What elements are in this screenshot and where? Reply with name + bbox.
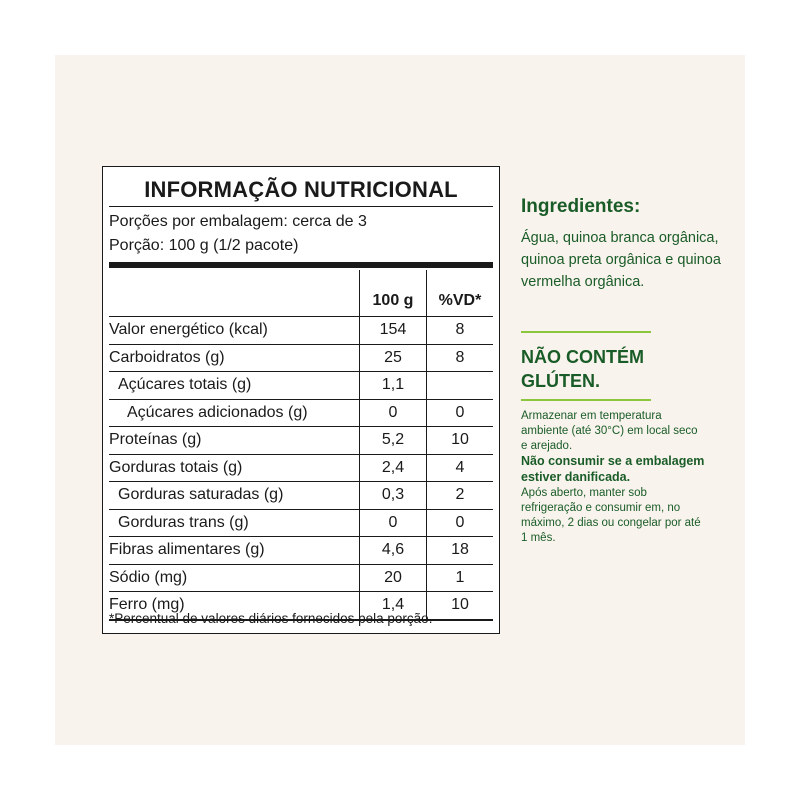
nutrient-vd: 1 bbox=[427, 564, 494, 592]
nutrient-vd: 0 bbox=[427, 399, 494, 427]
nutrient-label: Valor energético (kcal) bbox=[109, 317, 360, 345]
nutrient-label: Açúcares totais (g) bbox=[118, 376, 252, 394]
nutrient-label: Fibras alimentares (g) bbox=[109, 537, 360, 565]
nutrient-label-cell bbox=[109, 482, 360, 510]
nutrient-label-cell bbox=[109, 509, 360, 537]
damage-warning: Não consumir se a embalagem estiver danificada. bbox=[521, 454, 705, 484]
table-row bbox=[109, 344, 493, 372]
nutrient-per100: 0 bbox=[360, 509, 427, 537]
nutrient-per100: 4,6 bbox=[360, 537, 427, 565]
title-divider bbox=[109, 206, 493, 207]
nutrient-label: Sódio (mg) bbox=[109, 564, 360, 592]
nutrient-vd: 8 bbox=[427, 344, 494, 372]
table-row bbox=[109, 482, 493, 510]
ingredients-title: Ingredientes: bbox=[521, 196, 641, 217]
header-vd: %VD* bbox=[427, 270, 494, 317]
table-row bbox=[109, 537, 493, 565]
nutrient-label: Proteínas (g) bbox=[109, 427, 360, 455]
nutrient-label: Ferro (mg) bbox=[109, 592, 360, 620]
green-divider bbox=[521, 399, 651, 401]
nutrient-per100: 2,4 bbox=[360, 454, 427, 482]
ingredients-text: Água, quinoa branca orgânica, quinoa preta orgânica e quinoa vermelha orgânica. bbox=[521, 230, 721, 290]
table-row bbox=[109, 454, 493, 482]
nutrient-per100: 154 bbox=[360, 317, 427, 345]
storage-text: Armazenar em temperatura ambiente (até 30°C) em local seco e arejado. bbox=[521, 410, 698, 452]
nutrient-label-cell bbox=[109, 372, 360, 400]
table-row bbox=[109, 564, 493, 592]
nutrient-per100: 5,2 bbox=[360, 427, 427, 455]
gluten-free-notice: NÃO CONTÉM GLÚTEN. bbox=[521, 347, 644, 391]
nutrient-vd: 0 bbox=[427, 509, 494, 537]
nutrient-vd: 10 bbox=[427, 427, 494, 455]
nutrient-per100: 0 bbox=[360, 399, 427, 427]
thick-divider bbox=[109, 262, 493, 268]
nutrient-per100: 1,4 bbox=[360, 592, 427, 620]
table-row bbox=[109, 399, 493, 427]
nutrient-per100: 1,1 bbox=[360, 372, 427, 400]
table-row bbox=[109, 372, 493, 400]
header-per-100g: 100 g bbox=[360, 270, 427, 317]
nutrient-label: Açúcares adicionados (g) bbox=[127, 403, 308, 421]
portion-size: Porção: 100 g (1/2 pacote) bbox=[109, 237, 299, 254]
nutrient-per100: 25 bbox=[360, 344, 427, 372]
nutrient-vd bbox=[427, 372, 494, 400]
nutrient-vd: 18 bbox=[427, 537, 494, 565]
nutrient-label: Gorduras saturadas (g) bbox=[118, 486, 284, 504]
nutrient-vd: 10 bbox=[427, 592, 494, 620]
nutrient-label: Gorduras totais (g) bbox=[109, 454, 360, 482]
storage-instructions bbox=[521, 409, 706, 546]
nutrient-vd: 4 bbox=[427, 454, 494, 482]
nutrient-label: Gorduras trans (g) bbox=[118, 513, 249, 531]
nutrient-vd: 2 bbox=[427, 482, 494, 510]
table-header-row bbox=[109, 270, 493, 317]
table-row bbox=[109, 427, 493, 455]
nutrient-per100: 0,3 bbox=[360, 482, 427, 510]
green-divider bbox=[521, 331, 651, 333]
nutrient-label: Carboidratos (g) bbox=[109, 344, 360, 372]
nutrient-label-cell bbox=[109, 399, 360, 427]
vd-footnote: *Percentual de valores diários fornecidos pela porção. bbox=[109, 611, 433, 626]
nutrient-vd: 8 bbox=[427, 317, 494, 345]
header-blank bbox=[109, 270, 360, 317]
table-row bbox=[109, 317, 493, 345]
nutrient-per100: 20 bbox=[360, 564, 427, 592]
servings-per-package: Porções por embalagem: cerca de 3 bbox=[109, 213, 367, 230]
table-row bbox=[109, 509, 493, 537]
nutrition-facts-table bbox=[102, 166, 500, 634]
nutrition-title: INFORMAÇÃO NUTRICIONAL bbox=[144, 177, 458, 202]
after-opening-text: Após aberto, manter sob refrigeração e consumir em, no máximo, 2 dias ou congelar por até 1 mês. bbox=[521, 487, 701, 544]
nutrient-table bbox=[109, 270, 493, 621]
